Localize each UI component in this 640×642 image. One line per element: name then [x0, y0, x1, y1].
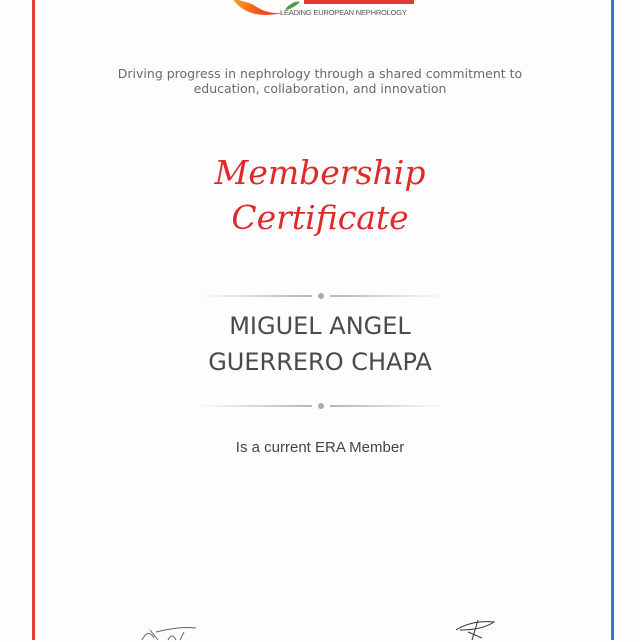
member-name-line-1: MIGUEL ANGEL — [229, 312, 411, 340]
divider-line-right — [330, 295, 446, 297]
divider-line-right — [330, 405, 446, 407]
member-name — [0, 308, 640, 380]
signature-left-icon — [140, 622, 210, 642]
top-divider — [196, 291, 446, 301]
tagline — [0, 66, 640, 96]
certificate-title — [0, 150, 640, 240]
bottom-divider — [196, 401, 446, 411]
tagline-line-1: Driving progress in nephrology through a shared commitment to — [117, 66, 523, 81]
divider-line-left — [196, 295, 312, 297]
signature-right-icon — [452, 618, 502, 640]
title-line-2: Certificate — [231, 198, 409, 237]
tagline-line-2: education, collaboration, and innovation — [193, 81, 447, 96]
title-line-1: Membership — [214, 153, 426, 192]
member-name-line-2: GUERRERO CHAPA — [208, 348, 432, 376]
logo-subtitle: LEADING EUROPEAN NEPHROLOGY — [280, 8, 407, 17]
divider-line-left — [196, 405, 312, 407]
divider-dot — [318, 293, 324, 299]
membership-status: Is a current ERA Member — [235, 439, 405, 456]
divider-dot — [318, 403, 324, 409]
